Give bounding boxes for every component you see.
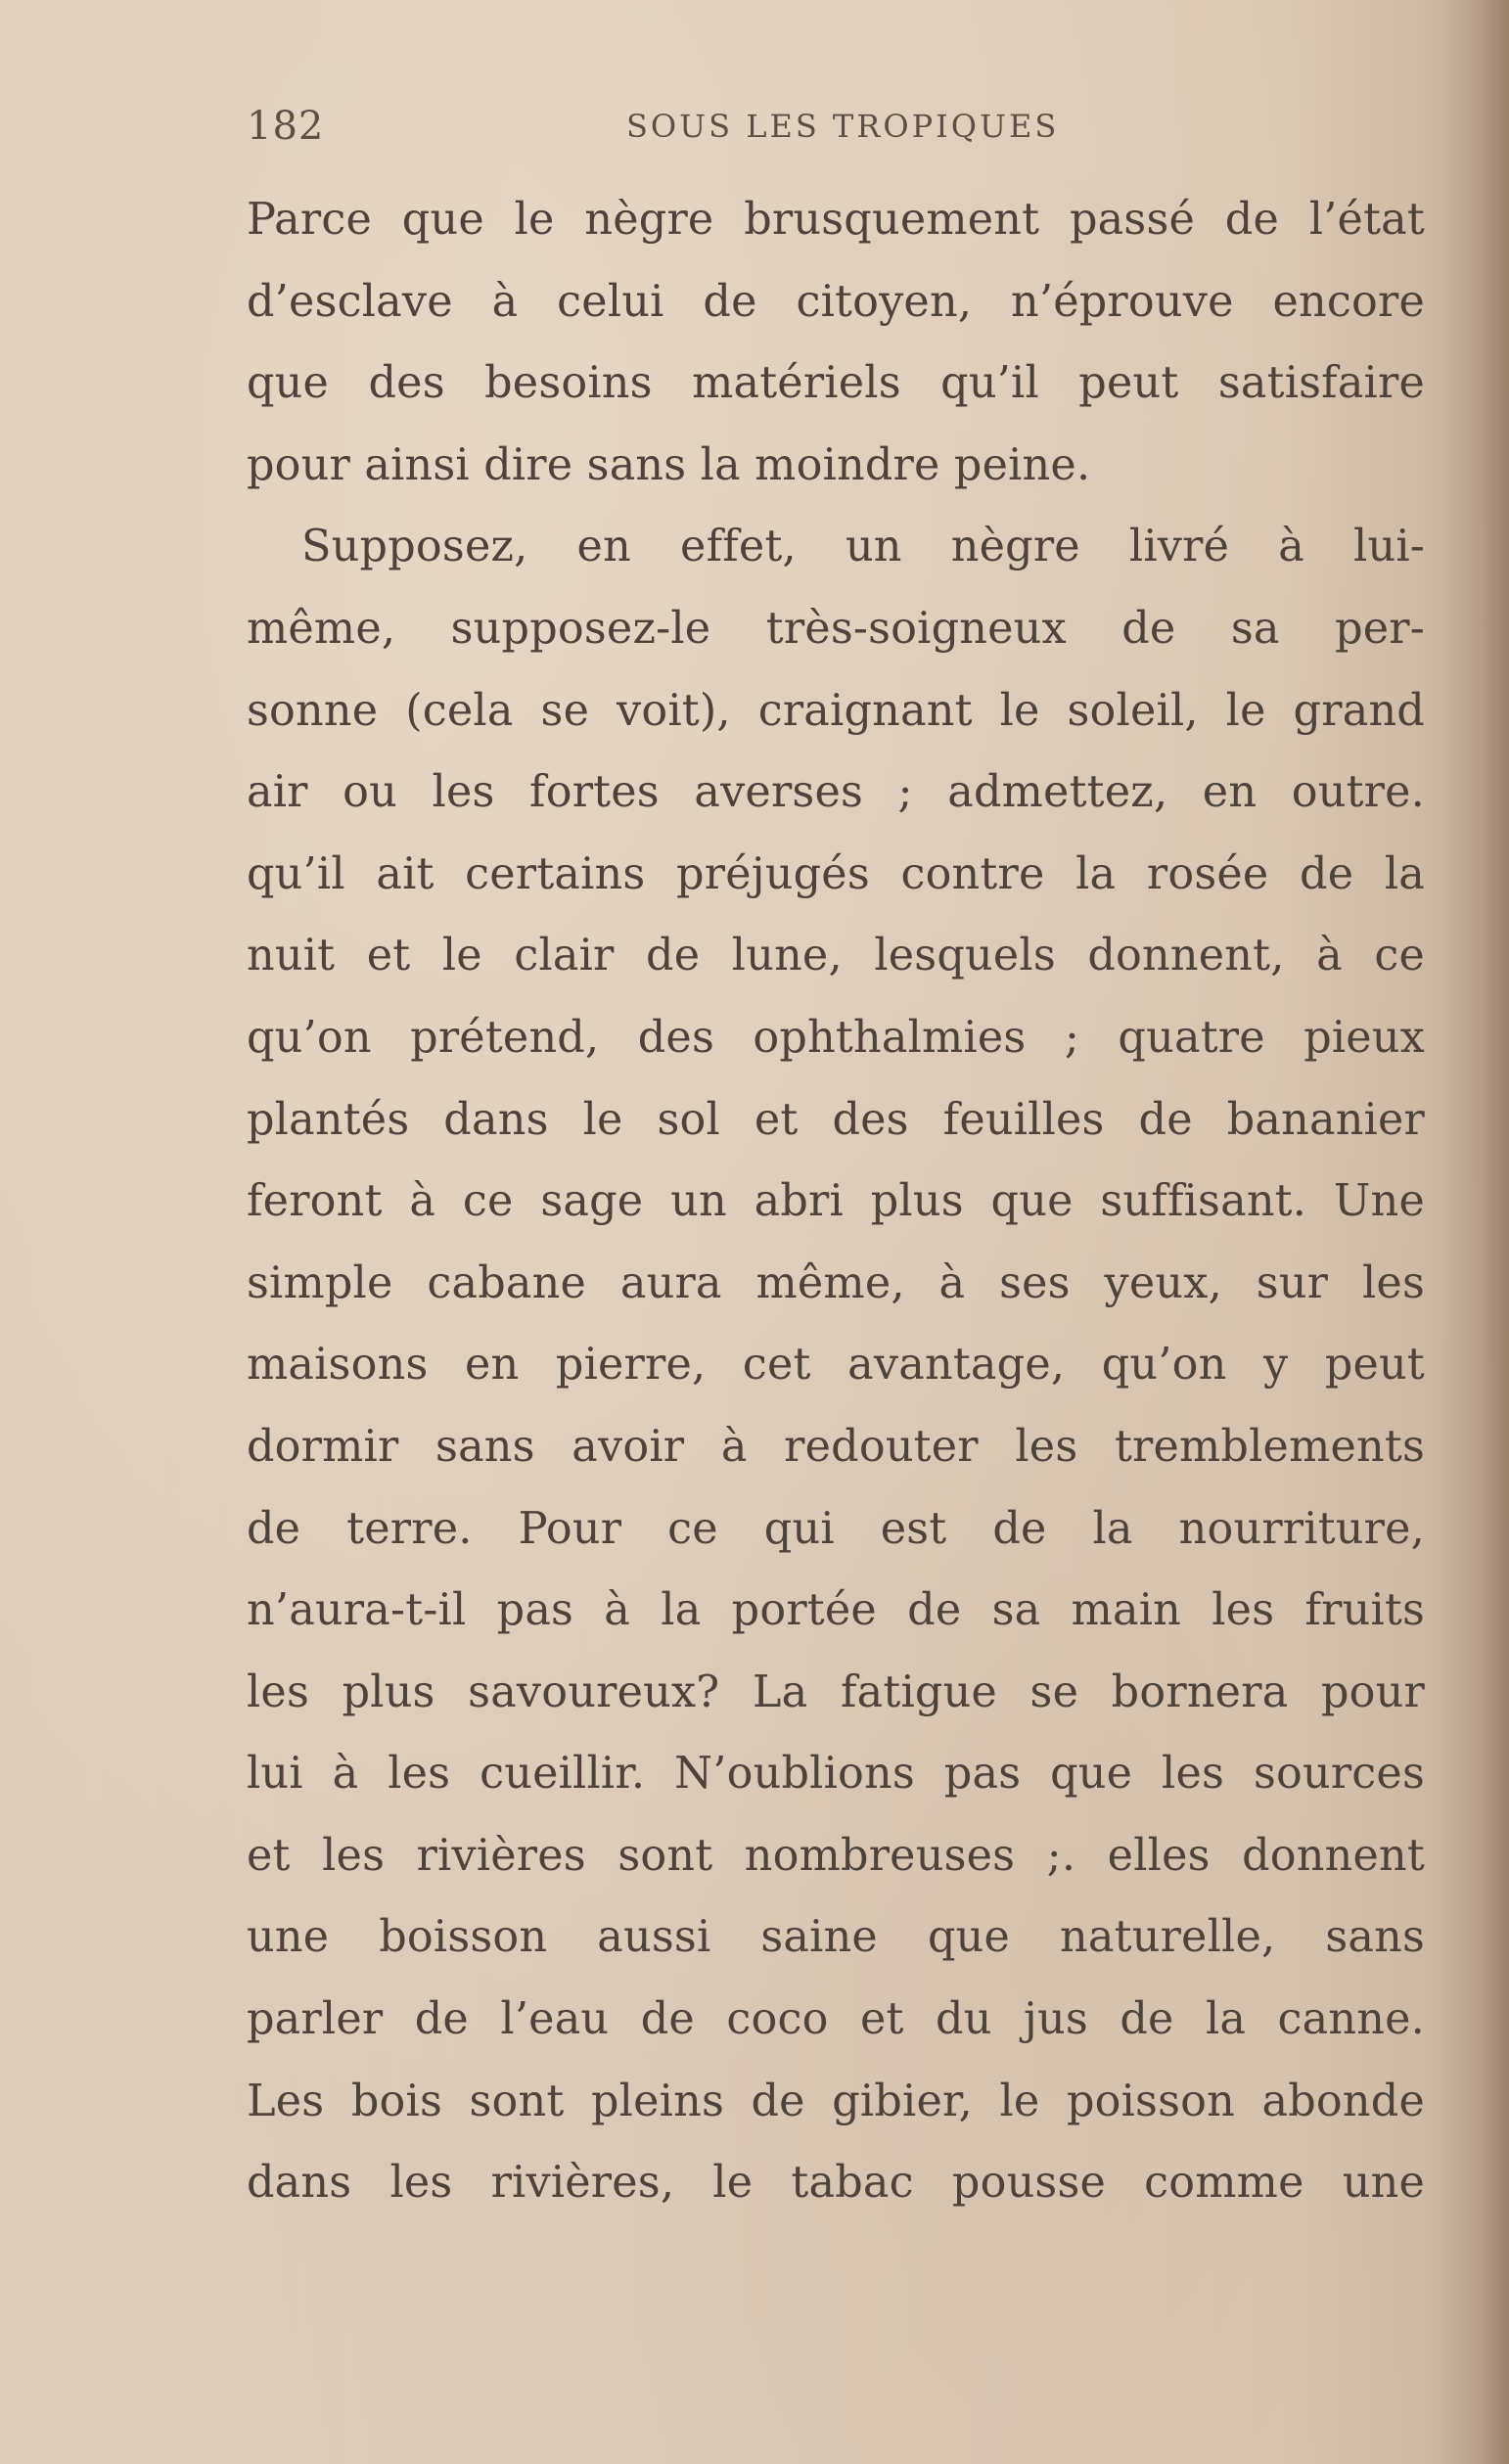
text-line: Supposez, en effet, un nègre livré à lui- [301, 522, 1425, 572]
text-line: d’esclave à celui de citoyen, n’éprouve encore [247, 276, 1425, 327]
text-line: qu’il ait certains préjugés contre la rosée de la [247, 848, 1425, 899]
text-line: lui à les cueillir. N’oublions pas que les sources [247, 1749, 1425, 1800]
body-text [247, 179, 1425, 2224]
text-line: que des besoins matériels qu’il peut satisfaire [247, 358, 1425, 409]
text-line: Parce que le nègre brusquement passé de l’état [247, 195, 1425, 245]
text-line: simple cabane aura même, à ses yeux, sur les [247, 1257, 1425, 1308]
text-line: même, supposez-le très-soigneux de sa per- [247, 603, 1425, 654]
text-line: maisons en pierre, cet avantage, qu’on y peut [247, 1340, 1425, 1391]
text-line: et les rivières sont nombreuses ;. elles donnent [247, 1830, 1425, 1881]
text-line: de terre. Pour ce qui est de la nourriture, [247, 1503, 1425, 1554]
text-line: une boisson aussi saine que naturelle, sans [247, 1912, 1425, 1963]
text-line: dans les rivières, le tabac pousse comme une [247, 2158, 1425, 2209]
text-line: sonne (cela se voit), craignant le soleil, le grand [247, 685, 1425, 736]
text-line: nuit et le clair de lune, lesquels donnent, à ce [247, 931, 1425, 981]
page-number: 182 [247, 104, 325, 149]
running-title: SOUS LES TROPIQUES [626, 108, 1060, 145]
text-line: parler de l’eau de coco et du jus de la canne. [247, 1994, 1425, 2045]
page-edge-shadow [1440, 0, 1509, 2464]
text-line: dormir sans avoir à redouter les tremblements [247, 1421, 1425, 1472]
text-line: air ou les fortes averses ; admettez, en outre. [247, 767, 1425, 818]
text-line: n’aura-t-il pas à la portée de sa main les fruits [247, 1585, 1425, 1636]
text-line: plantés dans le sol et des feuilles de bananier [247, 1094, 1425, 1145]
text-line: Les bois sont pleins de gibier, le poisson abonde [247, 2076, 1425, 2126]
text-line: qu’on prétend, des ophthalmies ; quatre pieux [247, 1012, 1425, 1063]
text-line: feront à ce sage un abri plus que suffisant. Une [247, 1176, 1425, 1227]
text-line: pour ainsi dire sans la moindre peine. [247, 439, 1091, 490]
text-line: les plus savoureux? La fatigue se bornera pour [247, 1666, 1425, 1717]
running-head [247, 98, 1421, 157]
